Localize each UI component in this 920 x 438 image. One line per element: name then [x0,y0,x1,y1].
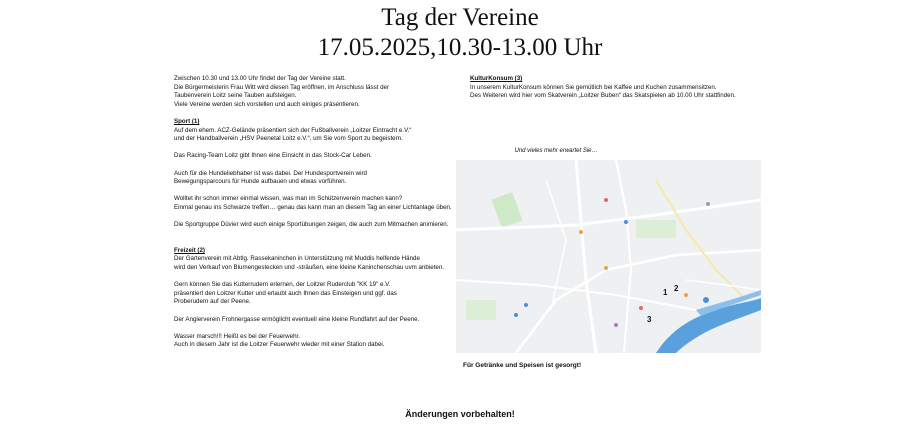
page-subtitle-date: 17.05.2025,10.30-13.00 Uhr [317,34,603,61]
freizeit-text-line: Gern können Sie das Kutterrudern erlernen, der Loitzer Ruderclub "KK 19" e.V. [174,281,391,289]
footer-note: Änderungen vorbehalten! [405,409,515,419]
map-marker-2: 2 [674,284,679,293]
map-marker-1: 1 [663,288,668,297]
map-graphic [456,160,761,353]
kultur-text-line: Des Weiteren wird hier vom Skatverein „Loitzer Buben“ das Skatspielen ab 10.00 Uhr stattfinden. [470,92,736,100]
freizeit-text-line: Wasser marsch!!! Heißt es bei der Feuerwehr. [174,332,300,340]
location-map [456,160,761,353]
sport-text-line: Das Racing-Team Loitz gibt Ihnen eine Einsicht in das Stock-Car Leben. [174,152,372,160]
kultur-text-line: In unserem KulturKonsum können Sie gemütlich bei Kaffee und Kuchen zusammensitzen. [470,83,717,91]
sport-text-line: Auch für die Hundeliebhaber ist was dabei. Der Hundesportverein wird [174,169,367,177]
intro-line: Viele Vereine werden sich vorstellen und auch einiges präsentieren. [174,100,360,108]
intro-paragraph [174,75,459,109]
sport-text-line: Wolltet ihr schon immer einmal wissen, was man im Schützenverein machen kann? [174,195,403,203]
left-column [174,75,459,350]
freizeit-text-line: Auch in diesem Jahr ist die Loitzer Feuerwehr wieder mit einer Station dabei. [174,341,385,349]
freizeit-text-line: präsentiert den Loitzer Kutter und erlaubt auch Ihnen das Einsteigen und ggf. das [174,289,397,297]
sport-text-line: Einmal genau ins Schwarze treffen… genau das kann man an diesem Tag an einer Lichtanlage üben. [174,203,452,211]
kultur-heading: KulturKonsum (3) [470,75,523,82]
sport-text-line: Bewegungsparcours für Hunde aufbauen und etwas vorführen. [174,178,347,186]
page-title: Tag der Vereine [381,4,539,31]
sport-text-line: Auf dem ehem. ACZ-Gelände präsentiert sich der Fußballverein „Loitzer Eintracht e.V.“ [174,126,412,134]
intro-line: Die Bürgermeisterin Frau Witt wird diesen Tag eröffnen, im Anschluss lässt der [174,83,390,91]
freizeit-text-line: Der Gartenverein mit Abtlg. Rassekaninchen in Unterstützung mit Muddis helfende Hände [174,255,420,263]
right-column [470,75,770,101]
sport-heading: Sport (1) [174,117,200,125]
map-marker-3: 3 [647,315,652,324]
sport-text-line: Die Sportgruppe Düvier wird euch einige Sportübungen zeigen, die auch zum Mitmachen animieren. [174,221,449,229]
freizeit-text-line: Der Anglerverein Frohnergasse ermöglicht eventuell eine kleine Rundfahrt auf der Peene. [174,315,420,323]
freizeit-heading: Freizeit (2) [174,246,205,254]
food-note: Für Getränke und Speisen ist gesorgt! [463,362,582,369]
freizeit-text-line: Proberudern auf der Peene. [174,298,251,306]
intro-line: Zwischen 10.30 und 13.00 Uhr findet der Tag der Vereine statt. [174,75,346,82]
freizeit-text-line: wird den Verkauf von Blumengestecken und -sträußen, eine kleine Kaninchenschau uvm anbieten. [174,264,445,272]
intro-line: Taubenverein Loitz seine Tauben aufsteigen. [174,92,297,100]
sport-text-line: und der Handballverein „HSV Peenetal Loitz e.V.“, um Sie vom Sport zu begeistern. [174,135,403,143]
map-caption: Und vieles mehr erwartet Sie… [514,148,598,154]
